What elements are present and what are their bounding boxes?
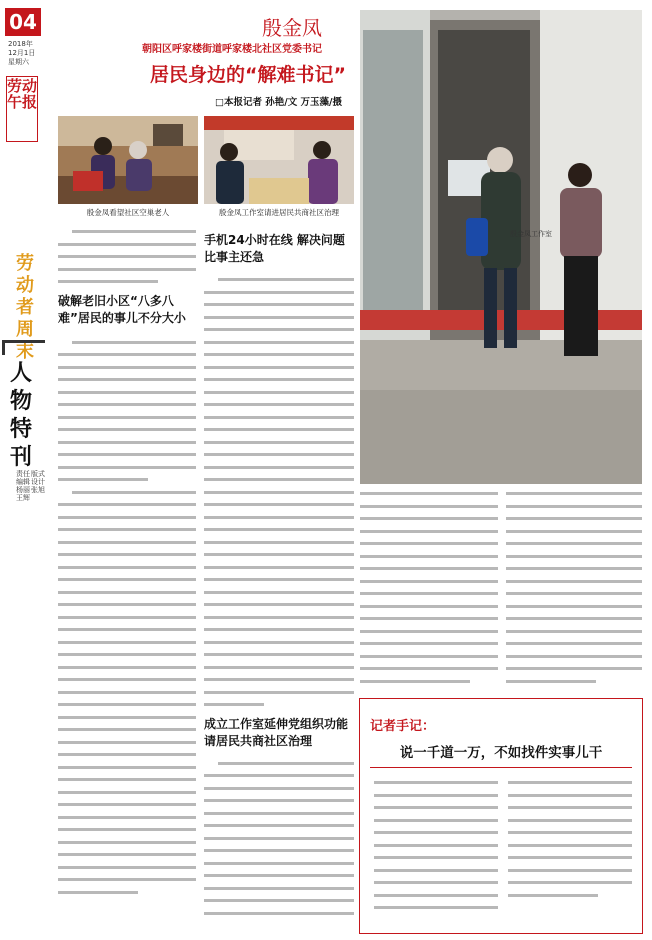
text-line: [360, 492, 498, 495]
text-line: [204, 503, 354, 506]
photo-residents-meeting: [204, 116, 354, 204]
text-line: [204, 328, 354, 331]
text-line: [58, 541, 196, 544]
notes-column-left: [374, 781, 498, 919]
text-line: [204, 678, 354, 681]
text-line: [506, 680, 596, 683]
text-line: [374, 906, 498, 909]
newspaper-logo: 劳动午报: [6, 76, 38, 142]
text-line: [506, 492, 642, 495]
text-line: [58, 853, 196, 856]
text-line: [204, 774, 354, 777]
text-line: [508, 856, 632, 859]
text-line: [58, 753, 196, 756]
text-line: [360, 605, 498, 608]
text-line: [58, 828, 196, 831]
text-line: [58, 816, 196, 819]
text-line: [58, 841, 196, 844]
page-number: 04: [5, 8, 41, 36]
text-line: [72, 230, 196, 233]
text-line: [360, 667, 498, 670]
text-line: [58, 728, 196, 731]
feature-title: 人物特刊: [9, 361, 32, 470]
text-line: [204, 912, 354, 915]
text-line: [508, 831, 632, 834]
text-line: [58, 366, 196, 369]
text-line: [374, 781, 498, 784]
text-line: [204, 303, 354, 306]
text-line: [360, 530, 498, 533]
text-line: [374, 844, 498, 847]
text-line: [204, 341, 354, 344]
text-line: [506, 667, 642, 670]
text-line: [360, 680, 470, 683]
text-line: [58, 516, 196, 519]
text-line: [360, 642, 498, 645]
text-line: [374, 819, 498, 822]
text-line: [204, 403, 354, 406]
text-line: [58, 741, 196, 744]
text-line: [204, 899, 354, 902]
text-line: [58, 503, 196, 506]
text-line: [204, 466, 354, 469]
text-line: [506, 567, 642, 570]
text-line: [508, 844, 632, 847]
text-line: [58, 678, 196, 681]
text-line: [204, 416, 354, 419]
text-line: [58, 466, 196, 469]
text-line: [508, 794, 632, 797]
text-line: [506, 505, 642, 508]
article-column-1: [58, 230, 196, 903]
text-line: [508, 881, 632, 884]
photo-main-doorway: [360, 10, 642, 484]
text-line: [204, 616, 354, 619]
text-line: [508, 894, 598, 897]
text-line: [506, 630, 642, 633]
date-year: 2018年: [8, 40, 33, 48]
text-line: [204, 291, 354, 294]
text-line: [58, 703, 196, 706]
text-line: [58, 603, 196, 606]
text-line: [374, 894, 498, 897]
text-line: [360, 567, 498, 570]
text-line: [204, 366, 354, 369]
text-line: [204, 516, 354, 519]
text-line: [204, 541, 354, 544]
text-line: [360, 655, 498, 658]
text-line: [204, 862, 354, 865]
text-line: [204, 491, 354, 494]
text-line: [204, 441, 354, 444]
feature-bracket: [2, 340, 45, 355]
text-line: [360, 542, 498, 545]
box-rule: [370, 767, 632, 768]
text-line: [360, 517, 498, 520]
text-line: [58, 441, 196, 444]
text-line: [506, 580, 642, 583]
text-line: [58, 453, 196, 456]
text-line: [58, 553, 196, 556]
text-line: [374, 831, 498, 834]
text-line: [506, 617, 642, 620]
text-line: [360, 580, 498, 583]
text-line: [508, 806, 632, 809]
text-line: [508, 781, 632, 784]
article-title: 居民身边的“解难书记”: [150, 64, 346, 86]
column-name: 劳动者周末: [16, 253, 34, 362]
text-line: [360, 592, 498, 595]
reporter-notes-label: 记者手记：: [370, 719, 436, 734]
text-line: [58, 255, 196, 258]
text-line: [218, 278, 354, 281]
text-line: [58, 878, 196, 881]
text-line: [204, 316, 354, 319]
article-column-3: [360, 492, 498, 692]
text-line: [58, 691, 196, 694]
door-sign: 殷金凤工作室: [510, 230, 552, 238]
text-line: [58, 716, 196, 719]
text-line: [58, 803, 196, 806]
text-line: [58, 243, 196, 246]
text-line: [360, 555, 498, 558]
text-line: [204, 641, 354, 644]
text-line: [204, 428, 354, 431]
person-name: 殷金凤: [262, 16, 322, 40]
article-column-2: [204, 232, 354, 924]
photo-visiting-elderly: [58, 116, 198, 204]
text-line: [204, 628, 354, 631]
text-line: [58, 791, 196, 794]
date-day: 12月1日: [8, 49, 36, 57]
photo-caption-left: 殷金凤看望社区空巢老人: [86, 208, 170, 217]
text-line: [204, 653, 354, 656]
text-line: [204, 391, 354, 394]
text-line: [58, 378, 196, 381]
text-line: [204, 553, 354, 556]
text-line: [58, 566, 196, 569]
notes-column-right: [508, 781, 632, 906]
text-line: [58, 591, 196, 594]
text-line: [506, 542, 642, 545]
text-line: [58, 353, 196, 356]
text-line: [58, 478, 148, 481]
text-line: [58, 628, 196, 631]
photo-caption-right: 殷金凤工作室请进居民共商社区治理: [219, 208, 339, 217]
editor-credit-1: 版式设计 张旭: [31, 470, 45, 494]
text-line: [58, 528, 196, 531]
section-heading-2: 手机24小时在线 解决问题比事主还急: [204, 233, 345, 264]
section-heading-1: 破解老旧小区“八多八难”居民的事儿不分大小: [58, 293, 186, 325]
text-line: [58, 616, 196, 619]
editor-credit-2: 责任编辑 杨丽 王辉: [16, 470, 30, 502]
text-line: [360, 505, 498, 508]
text-line: [58, 403, 196, 406]
text-line: [204, 824, 354, 827]
text-line: [204, 849, 354, 852]
text-line: [204, 528, 354, 531]
text-line: [72, 491, 196, 494]
article-column-4: [506, 492, 642, 692]
text-line: [204, 691, 354, 694]
text-line: [374, 869, 498, 872]
text-line: [204, 837, 354, 840]
text-line: [506, 655, 642, 658]
text-line: [58, 428, 196, 431]
photo-residents-meeting-art: [204, 116, 354, 204]
reporter-notes-title: 说一千道一万，不如找件实事儿干: [399, 745, 603, 761]
text-line: [204, 353, 354, 356]
byline: □本报记者 孙艳/文 万玉藻/摄: [215, 97, 343, 108]
text-line: [204, 666, 354, 669]
person-subtitle: 朝阳区呼家楼街道呼家楼北社区党委书记: [142, 44, 322, 55]
text-line: [58, 766, 196, 769]
text-line: [204, 578, 354, 581]
text-line: [360, 617, 498, 620]
text-line: [58, 268, 196, 271]
text-line: [508, 819, 632, 822]
text-line: [204, 812, 354, 815]
text-line: [58, 666, 196, 669]
text-line: [58, 641, 196, 644]
text-line: [204, 887, 354, 890]
text-line: [374, 806, 498, 809]
text-line: [204, 378, 354, 381]
text-line: [58, 416, 196, 419]
text-line: [204, 703, 264, 706]
text-line: [360, 630, 498, 633]
text-line: [204, 787, 354, 790]
reporter-notes-box: [359, 698, 643, 934]
photo-visiting-elderly-art: [58, 116, 198, 204]
text-line: [508, 869, 632, 872]
text-line: [218, 762, 354, 765]
text-line: [72, 341, 196, 344]
text-line: [58, 778, 196, 781]
text-line: [204, 566, 354, 569]
text-line: [374, 794, 498, 797]
text-line: [204, 799, 354, 802]
section-heading-3: 成立工作室延伸党组织功能 请居民共商社区治理: [204, 716, 349, 748]
text-line: [204, 603, 354, 606]
text-line: [58, 280, 158, 283]
text-line: [506, 642, 642, 645]
text-line: [506, 592, 642, 595]
text-line: [374, 856, 498, 859]
text-line: [58, 653, 196, 656]
text-line: [204, 478, 354, 481]
text-line: [374, 881, 498, 884]
date-weekday: 星期六: [8, 58, 29, 66]
text-line: [58, 578, 196, 581]
text-line: [58, 866, 196, 869]
photo-main-doorway-art: [360, 10, 642, 484]
text-line: [506, 530, 642, 533]
text-line: [58, 891, 138, 894]
text-line: [506, 517, 642, 520]
text-line: [506, 605, 642, 608]
left-info-strip: [0, 0, 46, 940]
text-line: [204, 874, 354, 877]
text-line: [204, 591, 354, 594]
text-line: [204, 453, 354, 456]
text-line: [506, 555, 642, 558]
text-line: [58, 391, 196, 394]
